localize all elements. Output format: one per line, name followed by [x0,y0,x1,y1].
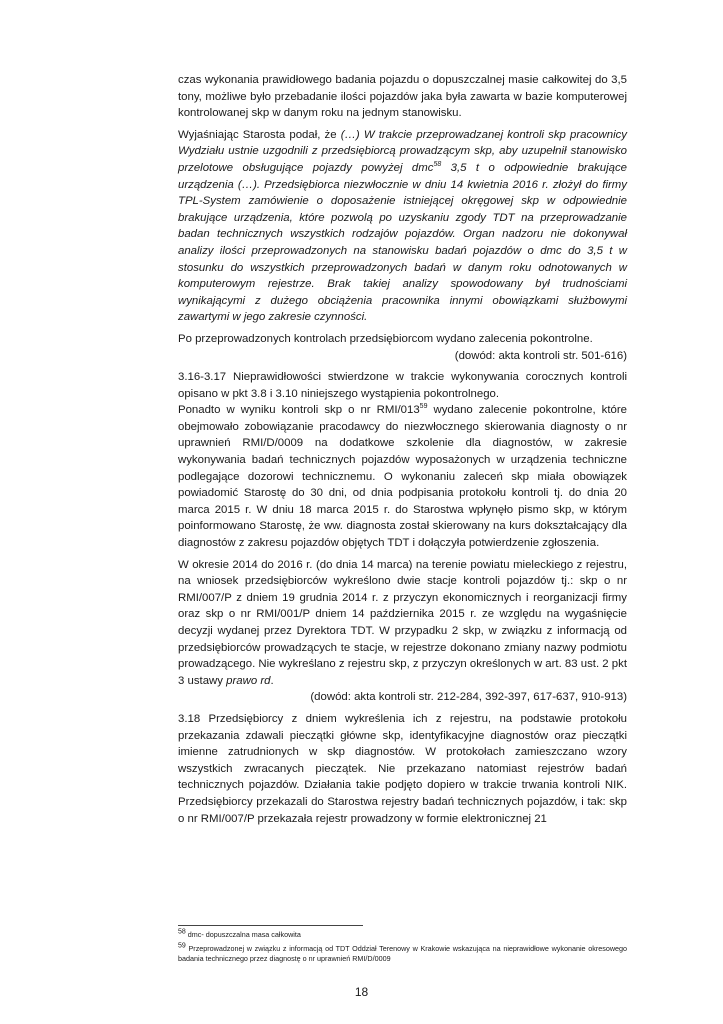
footnotes [178,930,627,968]
paragraph-continuation: czas wykonania prawidłowego badania pojazdu o dopuszczalnej masie całkowitej do 3,5 tony, możliwe było przebadanie ilości pojazdów jaka była zawarta w bazie komputerowej kontrolowanej skp w danym roku na jednym stanowisku. [178,74,627,120]
paragraph-register-removal: W okresie 2014 do 2016 r. (do dnia 14 marca) na terenie powiatu mieleckiego z rejestru, na wniosek przedsiębiorców wykreślono dwie stacje kontroli pojazdów tj.: skp o nr RMI/007/P z dniem 19 grudnia 2014 r. z przyczyn ekonomicznych i reorganizacji firmy oraz skp o nr RMI/001/P dniem 14 października 2015 r. ze względu na wygaśnięcie decyzji wydanej przez Dyrektora TDT. W przypadku 2 skp, w związku z informacją od przedsiębiorców prowadzących te stacje, w rejestrze dokonano zmiany nazwy podmiotu prowadzącego. Nie wykreślano z rejestru skp, z przyczyn określonych w art. 83 ust. 2 pkt 3 ustawy prawo rd. [178,558,627,687]
footnote-ref-58: 58 [433,161,442,169]
paragraph-3-18: 3.18 Przedsiębiorcy z dniem wykreślenia ich z rejestru, na podstawie protokołu przekazania zdawali pieczątki główne skp, identyfikacyjne diagnostów oraz pieczątki imienne zatrudnionych w skp diagnostów. W protokołach zamieszczano wzory wszystkich zwracanych pieczątek. Nie przekazano natomiast rejestrów badań technicznych pojazdów. Działania takie podjęto dopiero w trakcie trwania kontroli NIK. Przedsiębiorcy przekazali do Starostwa rejestry badań technicznych pojazdów, i tak: skp o nr RMI/007/P przekazała rejestr prowadzony w formie elektronicznej 21 [178,712,627,825]
main-text [178,72,627,832]
footnote-ref-59: 59 [419,403,428,411]
evidence-reference-1: (dowód: akta kontroli str. 501-616) [454,349,627,362]
footnote-separator [178,925,363,926]
paragraph-recommendations: Po przeprowadzonych kontrolach przedsiębiorcom wydano zalecenia pokontrolne. [178,332,593,345]
page-number: 18 [354,985,369,999]
paragraph-post-inspection: Ponadto w wyniku kontroli skp o nr RMI/$013^{59}$ wydano zalecenie pokontrolne, które obejmowało zobowiązanie pracodawcy do niezwłocznego skierowania diagnosty o nr uprawnień RMI/D/0009 na dodatkowe szkolenie dla diagnostów, w zakresie wykonywania badań technicznych pojazdów wyposażonych w urządzenia techniczne podlegające dozorowi technicznemu. O wykonaniu zaleceń skp miała obowiązek powiadomić Starostę do 30 dni, od dnia podpisania protokołu kontroli tj. do dnia 20 marca 2015 r. W dniu 18 marca 2015 r. do Starostwa wpłynęło pismo skp, w którym poinformowano Starostę, że ww. diagnosta został skierowany na kurs dokształcający dla diagnostów z zakresu pojazdów objętych TDT i dołączyła potwierdzenie zgłoszenia. [178,403,628,550]
act-name: prawo rd [226,674,271,687]
footnote-58: $^{58}$ dmc- dopuszczalna masa całkowita [178,928,301,939]
quote-text: (…) W trakcie przeprowadzanej kontroli skp pracownicy Wydziału ustnie uzgodnili z przedsiębiorcą prowadzącym skp, aby uzupełnił stanowisko przelotowe obsługujące pojazdy powyżej dmc$^{58}$ 3,5 t o odpowiednie brakujące urządzenia (…). Przedsiębiorca niezwłocznie w dniu 14 kwietnia 2016 r. złożył do firmy TPL-System zamówienie o doposażenie istniejącej okręgowej skp w odpowiednie brakujące urządzenia, które pozwolą po uzyskaniu zgody TDT na przeprowadzanie badan technicznych wszystkich rodzajów pojazdów. Organ nadzoru nie dokonywał analizy ilości przeprowadzonych na stanowisku badań pojazdów o dmc do 3,5 t w stosunku do wszystkich przeprowadzonych badań w danym roku odnotowanych w komputerowym rejestrze. Brak takiej analizy spowodowany był trudnościami wynikającymi z dużego obciążenia pracownika innymi obowiązkami służbowymi zawartymi w jego zakresie czynności. [178,128,627,324]
paragraph-3-16-3-17: 3.16-3.17 Nieprawidłowości stwierdzone w trakcie wykonywania corocznych kontroli opisano w pkt 3.8 i 3.10 niniejszego wystąpienia pokontrolnego. [178,371,627,400]
evidence-reference-2: (dowód: akta kontroli str. 212-284, 392-397, 617-637, 910-913) [310,691,627,704]
footnote-59: $^{59}$ Przeprowadzonej w związku z informacją od TDT Oddział Terenowy w Krakowie wskazująca na nieprawidłowe wykonanie okresowego badania technicznego przez diagnostę o nr uprawnień RMI/D/0009 [178,942,627,963]
paragraph-starosta-explanation: Wyjaśniając Starosta podał, że (…) W trakcie przeprowadzanej kontroli skp pracownicy Wydziału ustnie uzgodnili z przedsiębiorcą prowadzącym skp, aby uzupełnił stanowisko przelotowe obsługujące pojazdy powyżej dmc$^{58}$ 3,5 t o odpowiednie brakujące urządzenia (…). Przedsiębiorca niezwłocznie w dniu 14 kwietnia 2016 r. złożył do firmy TPL-System zamówienie o doposażenie istniejącej okręgowej skp w odpowiednie brakujące urządzenia, które pozwolą po uzyskaniu zgody TDT na przeprowadzanie badan technicznych wszystkich rodzajów pojazdów. Organ nadzoru nie dokonywał analizy ilości przeprowadzonych na stanowisku badań pojazdów o dmc do 3,5 t w stosunku do wszystkich przeprowadzonych badań w danym roku odnotowanych w komputerowym rejestrze. Brak takiej analizy spowodowany był trudnościami wynikającymi z dużego obciążenia pracownika innymi obowiązkami służbowymi zawartymi w jego zakresie czynności. [178,128,627,324]
